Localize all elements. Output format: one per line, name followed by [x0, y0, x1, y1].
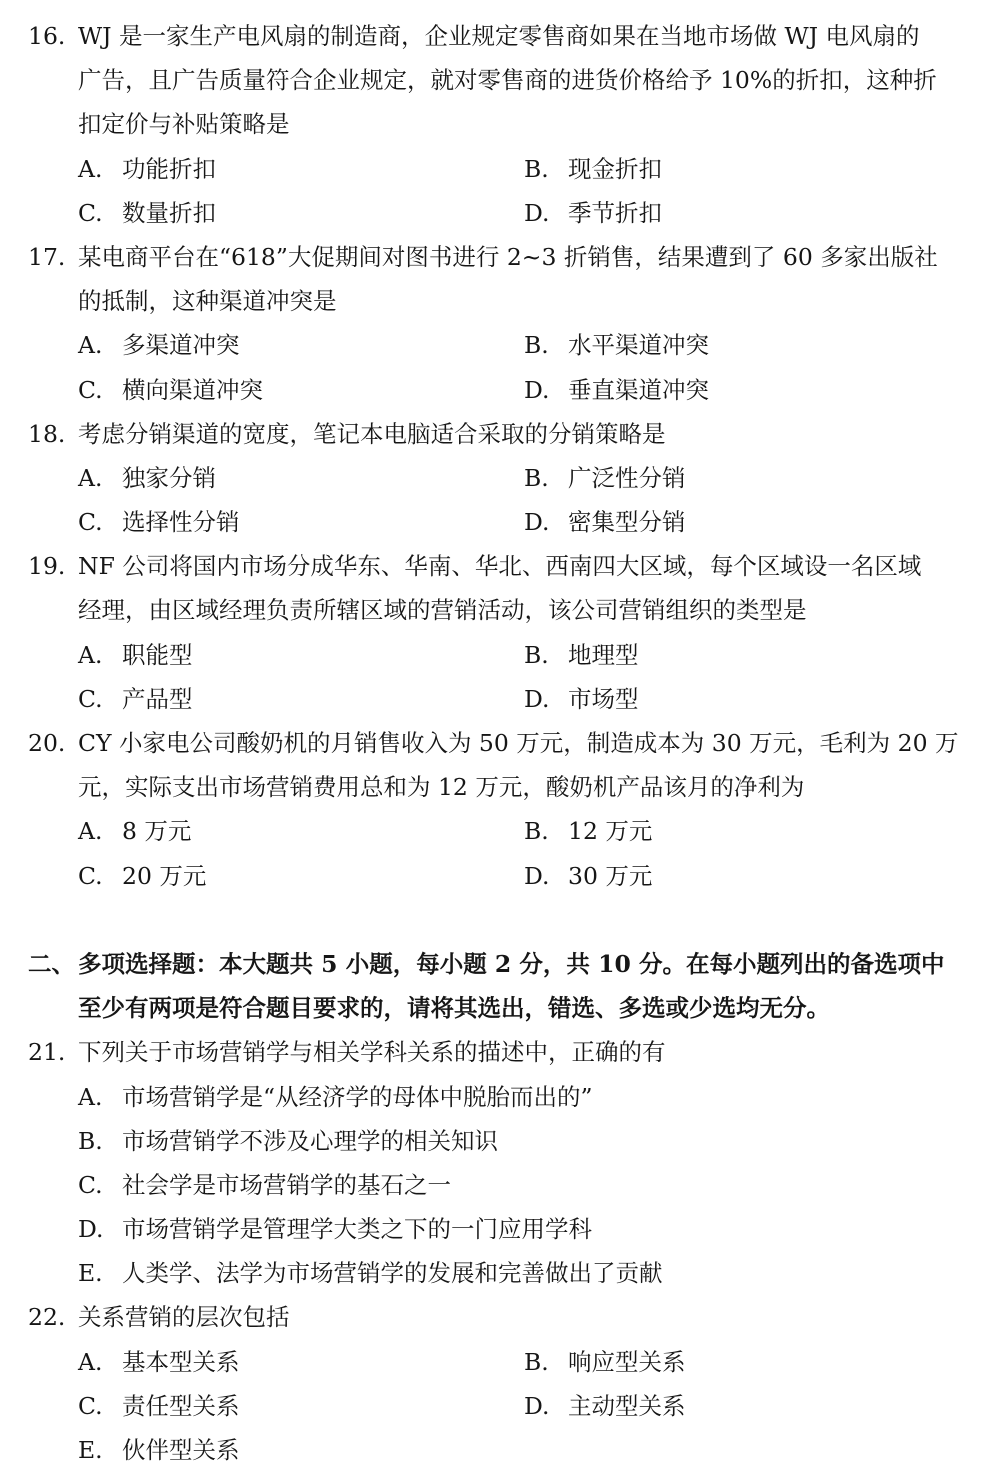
option-row — [0, 456, 1000, 500]
option-c — [78, 677, 193, 721]
question-19 — [0, 544, 1000, 721]
option-row — [0, 1428, 1000, 1472]
option-text: 数量折扣 — [122, 198, 216, 227]
option-b — [78, 1119, 498, 1163]
option-row — [0, 1075, 1000, 1119]
question-22 — [0, 1295, 1000, 1472]
option-label: D. — [524, 861, 550, 890]
option-e — [78, 1251, 663, 1295]
option-b — [524, 147, 662, 191]
option-row — [0, 323, 1000, 367]
option-text: 现金折扣 — [568, 154, 662, 183]
question-stem-line — [0, 588, 1000, 632]
question-stem-line — [0, 1295, 1000, 1339]
question-stem-line — [0, 58, 1000, 102]
option-text: 20 万元 — [122, 861, 207, 890]
option-text: 市场型 — [568, 684, 639, 713]
question-18 — [0, 412, 1000, 545]
option-c — [78, 1163, 451, 1207]
question-stem-line — [0, 14, 1000, 58]
question-stem-text: 考虑分销渠道的宽度，笔记本电脑适合采取的分销策略是 — [78, 419, 666, 448]
section-heading-text: 至少有两项是符合题目要求的，请将其选出，错选、多选或少选均无分。 — [78, 994, 830, 1023]
option-d — [524, 191, 662, 235]
question-stem-text: 下列关于市场营销学与相关学科关系的描述中，正确的有 — [78, 1038, 666, 1067]
question-stem-text: WJ 是一家生产电风扇的制造商，企业规定零售商如果在当地市场做 WJ 电风扇的 — [78, 22, 920, 50]
option-label: C. — [78, 1170, 103, 1199]
option-c — [78, 500, 240, 544]
option-label: B. — [524, 640, 549, 669]
option-label: B. — [524, 1347, 549, 1376]
option-d — [524, 1384, 686, 1428]
option-a — [78, 323, 240, 367]
option-label: A. — [78, 1082, 103, 1111]
option-d — [524, 854, 652, 898]
option-a — [78, 1340, 240, 1384]
option-label: D. — [524, 198, 550, 227]
option-text: 12 万元 — [568, 817, 653, 846]
option-text: 季节折扣 — [568, 198, 662, 227]
option-text: 主动型关系 — [568, 1391, 686, 1420]
option-row — [0, 1163, 1000, 1207]
question-number: 19. — [28, 552, 66, 581]
section-heading-line — [0, 942, 1000, 986]
option-text: 人类学、法学为市场营销学的发展和完善做出了贡献 — [122, 1259, 663, 1288]
option-row — [0, 147, 1000, 191]
question-stem-text: 扣定价与补贴策略是 — [78, 110, 290, 139]
question-number: 18. — [28, 419, 66, 448]
option-label: B. — [524, 331, 549, 360]
option-d — [524, 368, 709, 412]
question-stem-text: 关系营销的层次包括 — [78, 1303, 290, 1332]
question-stem-text: 经理，由区域经理负责所辖区域的营销活动，该公司营销组织的类型是 — [78, 596, 807, 625]
option-label: A. — [78, 640, 103, 669]
option-row — [0, 1251, 1000, 1295]
option-label: B. — [524, 463, 549, 492]
question-stem-text: 元，实际支出市场营销费用总和为 12 万元，酸奶机产品该月的净利为 — [78, 773, 805, 802]
option-c — [78, 368, 263, 412]
option-label: D. — [78, 1215, 104, 1244]
option-row — [0, 191, 1000, 235]
option-text: 垂直渠道冲突 — [568, 375, 709, 404]
option-d — [78, 1207, 592, 1251]
option-row — [0, 1340, 1000, 1384]
option-row — [0, 1207, 1000, 1251]
option-b — [524, 323, 709, 367]
question-number: 20. — [28, 729, 66, 757]
section-heading-line — [0, 986, 1000, 1030]
option-text: 市场营销学是管理学大类之下的一门应用学科 — [122, 1215, 592, 1244]
option-text: 市场营销学是“从经济学的母体中脱胎而出的” — [122, 1082, 593, 1111]
option-text: 30 万元 — [568, 861, 653, 890]
option-text: 功能折扣 — [122, 154, 216, 183]
question-21 — [0, 1030, 1000, 1295]
question-stem-line — [0, 765, 1000, 809]
option-label: C. — [78, 508, 103, 537]
option-c — [78, 854, 206, 898]
option-text: 多渠道冲突 — [122, 331, 240, 360]
option-c — [78, 1384, 240, 1428]
option-a — [78, 633, 193, 677]
question-stem-line — [0, 544, 1000, 588]
option-row — [0, 633, 1000, 677]
option-row — [0, 368, 1000, 412]
option-text: 密集型分销 — [568, 508, 686, 537]
spacer — [0, 898, 1000, 942]
option-row — [0, 1119, 1000, 1163]
option-a — [78, 1075, 593, 1119]
option-b — [524, 1340, 686, 1384]
question-stem-text: 的抵制，这种渠道冲突是 — [78, 287, 337, 316]
option-text: 选择性分销 — [122, 508, 240, 537]
question-20 — [0, 721, 1000, 898]
option-label: A. — [78, 817, 103, 846]
question-number: 21. — [28, 1038, 66, 1067]
option-a — [78, 809, 191, 853]
option-label: D. — [524, 1391, 550, 1420]
option-label: C. — [78, 375, 103, 404]
option-d — [524, 677, 639, 721]
option-c — [78, 191, 216, 235]
option-text: 8 万元 — [122, 817, 192, 846]
option-row — [0, 677, 1000, 721]
option-label: E. — [78, 1436, 103, 1464]
option-label: D. — [524, 684, 550, 713]
question-16 — [0, 14, 1000, 235]
option-label: D. — [524, 375, 550, 404]
option-text: 响应型关系 — [568, 1347, 686, 1376]
question-stem-text: NF 公司将国内市场分成华东、华南、华北、西南四大区域，每个区域设一名区域 — [78, 552, 922, 581]
option-text: 独家分销 — [122, 463, 216, 492]
option-text: 职能型 — [122, 640, 193, 669]
option-label: A. — [78, 1347, 103, 1376]
option-label: B. — [524, 154, 549, 183]
option-label: A. — [78, 463, 103, 492]
question-number: 16. — [28, 22, 66, 50]
option-text: 责任型关系 — [122, 1391, 240, 1420]
option-text: 产品型 — [122, 684, 193, 713]
option-b — [524, 633, 639, 677]
question-stem-text: 某电商平台在“618”大促期间对图书进行 2~3 折销售，结果遭到了 60 多家出版社 — [78, 242, 938, 271]
question-17 — [0, 235, 1000, 412]
option-row — [0, 500, 1000, 544]
option-b — [524, 456, 686, 500]
option-text: 社会学是市场营销学的基石之一 — [122, 1170, 451, 1199]
section-heading-text: 多项选择题：本大题共 5 小题，每小题 2 分，共 10 分。在每小题列出的备选项中 — [78, 949, 945, 978]
option-row — [0, 809, 1000, 853]
question-stem-line — [0, 412, 1000, 456]
option-label: A. — [78, 331, 103, 360]
option-text: 水平渠道冲突 — [568, 331, 709, 360]
question-stem-text: 广告，且广告质量符合企业规定，就对零售商的进货价格给予 10%的折扣，这种折 — [78, 66, 937, 95]
option-text: 横向渠道冲突 — [122, 375, 263, 404]
option-text: 市场营销学不涉及心理学的相关知识 — [122, 1126, 498, 1155]
option-label: C. — [78, 861, 103, 890]
question-stem-line — [0, 235, 1000, 279]
option-e — [78, 1428, 240, 1472]
question-number: 22. — [28, 1303, 66, 1332]
option-row — [0, 1384, 1000, 1428]
section-heading — [0, 942, 1000, 1030]
option-row — [0, 854, 1000, 898]
option-label: B. — [78, 1126, 103, 1155]
option-text: 伙伴型关系 — [122, 1436, 240, 1464]
option-b — [524, 809, 652, 853]
option-text: 基本型关系 — [122, 1347, 240, 1376]
question-number: 17. — [28, 242, 66, 271]
option-label: D. — [524, 508, 550, 537]
question-stem-line — [0, 1030, 1000, 1074]
section-number: 二、 — [28, 949, 75, 978]
option-label: B. — [524, 817, 549, 846]
option-label: C. — [78, 198, 103, 227]
option-label: C. — [78, 1391, 103, 1420]
question-stem-text: CY 小家电公司酸奶机的月销售收入为 50 万元，制造成本为 30 万元，毛利为 20 万 — [78, 729, 959, 757]
option-a — [78, 147, 216, 191]
question-stem-line — [0, 279, 1000, 323]
option-text: 地理型 — [568, 640, 639, 669]
option-label: C. — [78, 684, 103, 713]
option-text: 广泛性分销 — [568, 463, 686, 492]
option-label: A. — [78, 154, 103, 183]
option-a — [78, 456, 216, 500]
option-label: E. — [78, 1259, 103, 1288]
exam-page — [0, 14, 1000, 1472]
option-d — [524, 500, 686, 544]
question-stem-line — [0, 102, 1000, 146]
question-stem-line — [0, 721, 1000, 765]
